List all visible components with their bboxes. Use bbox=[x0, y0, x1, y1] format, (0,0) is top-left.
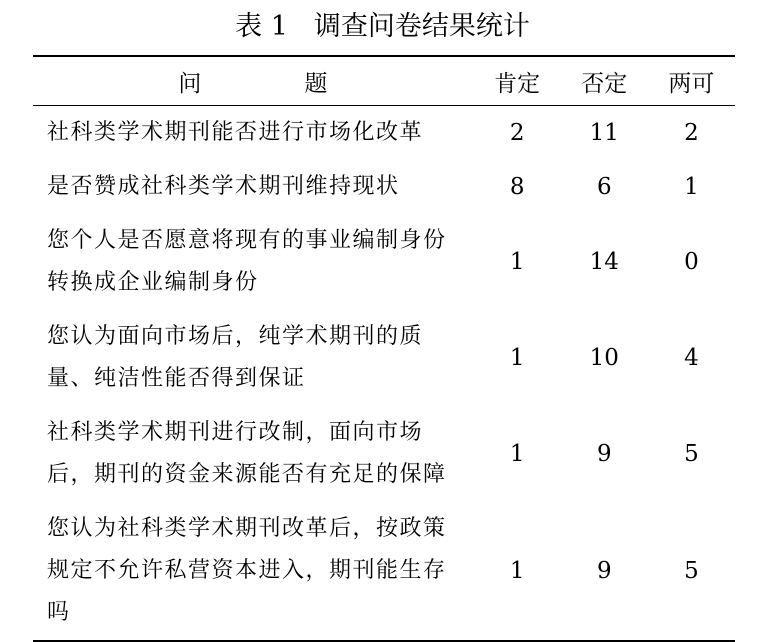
maybe-count-cell: 2 bbox=[684, 120, 699, 146]
yes-count-cell: 1 bbox=[509, 441, 525, 467]
table-row bbox=[33, 502, 735, 641]
question-cell: 社科类学术期刊进行改制，面向市场后，期刊的资金来源能否有充足的保障 bbox=[47, 420, 447, 487]
yes-count-cell: 1 bbox=[509, 558, 525, 584]
table-row bbox=[33, 160, 735, 214]
no-count-cell: 11 bbox=[589, 120, 619, 146]
no-count-cell: 9 bbox=[596, 441, 612, 467]
no-count-cell: 9 bbox=[596, 558, 612, 584]
no-count-cell: 14 bbox=[589, 249, 619, 275]
column-header-yes: 肯定 bbox=[474, 56, 561, 106]
table-title: 调查问卷结果统计 bbox=[313, 11, 530, 42]
yes-count-cell: 8 bbox=[509, 174, 525, 200]
column-header-no: 否定 bbox=[561, 56, 648, 106]
no-count-cell: 6 bbox=[596, 174, 612, 200]
question-cell: 您认为社科类学术期刊改革后，按政策规定不允许私营资本进入，期刊能生存吗 bbox=[47, 516, 447, 625]
yes-count-cell: 2 bbox=[509, 120, 525, 146]
yes-count-cell: 1 bbox=[509, 345, 525, 371]
table-row bbox=[33, 214, 735, 310]
yes-count-cell: 1 bbox=[509, 249, 525, 275]
survey-results-table bbox=[33, 55, 735, 642]
question-cell: 是否赞成社科类学术期刊维持现状 bbox=[47, 174, 400, 199]
question-cell: 您个人是否愿意将现有的事业编制身份转换成企业编制身份 bbox=[47, 228, 447, 295]
table-row bbox=[33, 310, 735, 406]
maybe-count-cell: 5 bbox=[684, 558, 699, 584]
column-header-question: 问 题 bbox=[33, 56, 474, 106]
header-row bbox=[33, 56, 735, 106]
table-row bbox=[33, 106, 735, 161]
maybe-count-cell: 1 bbox=[684, 174, 699, 200]
question-cell: 您认为面向市场后，纯学术期刊的质量、纯洁性能否得到保证 bbox=[47, 324, 424, 391]
table-row bbox=[33, 406, 735, 502]
maybe-count-cell: 4 bbox=[684, 345, 699, 371]
maybe-count-cell: 0 bbox=[684, 249, 699, 275]
table-caption bbox=[0, 10, 765, 44]
no-count-cell: 10 bbox=[589, 345, 619, 371]
table-number: 表 1 bbox=[235, 11, 288, 42]
column-header-maybe: 两可 bbox=[648, 56, 735, 106]
maybe-count-cell: 5 bbox=[684, 441, 699, 467]
question-cell: 社科类学术期刊能否进行市场化改革 bbox=[47, 120, 424, 145]
